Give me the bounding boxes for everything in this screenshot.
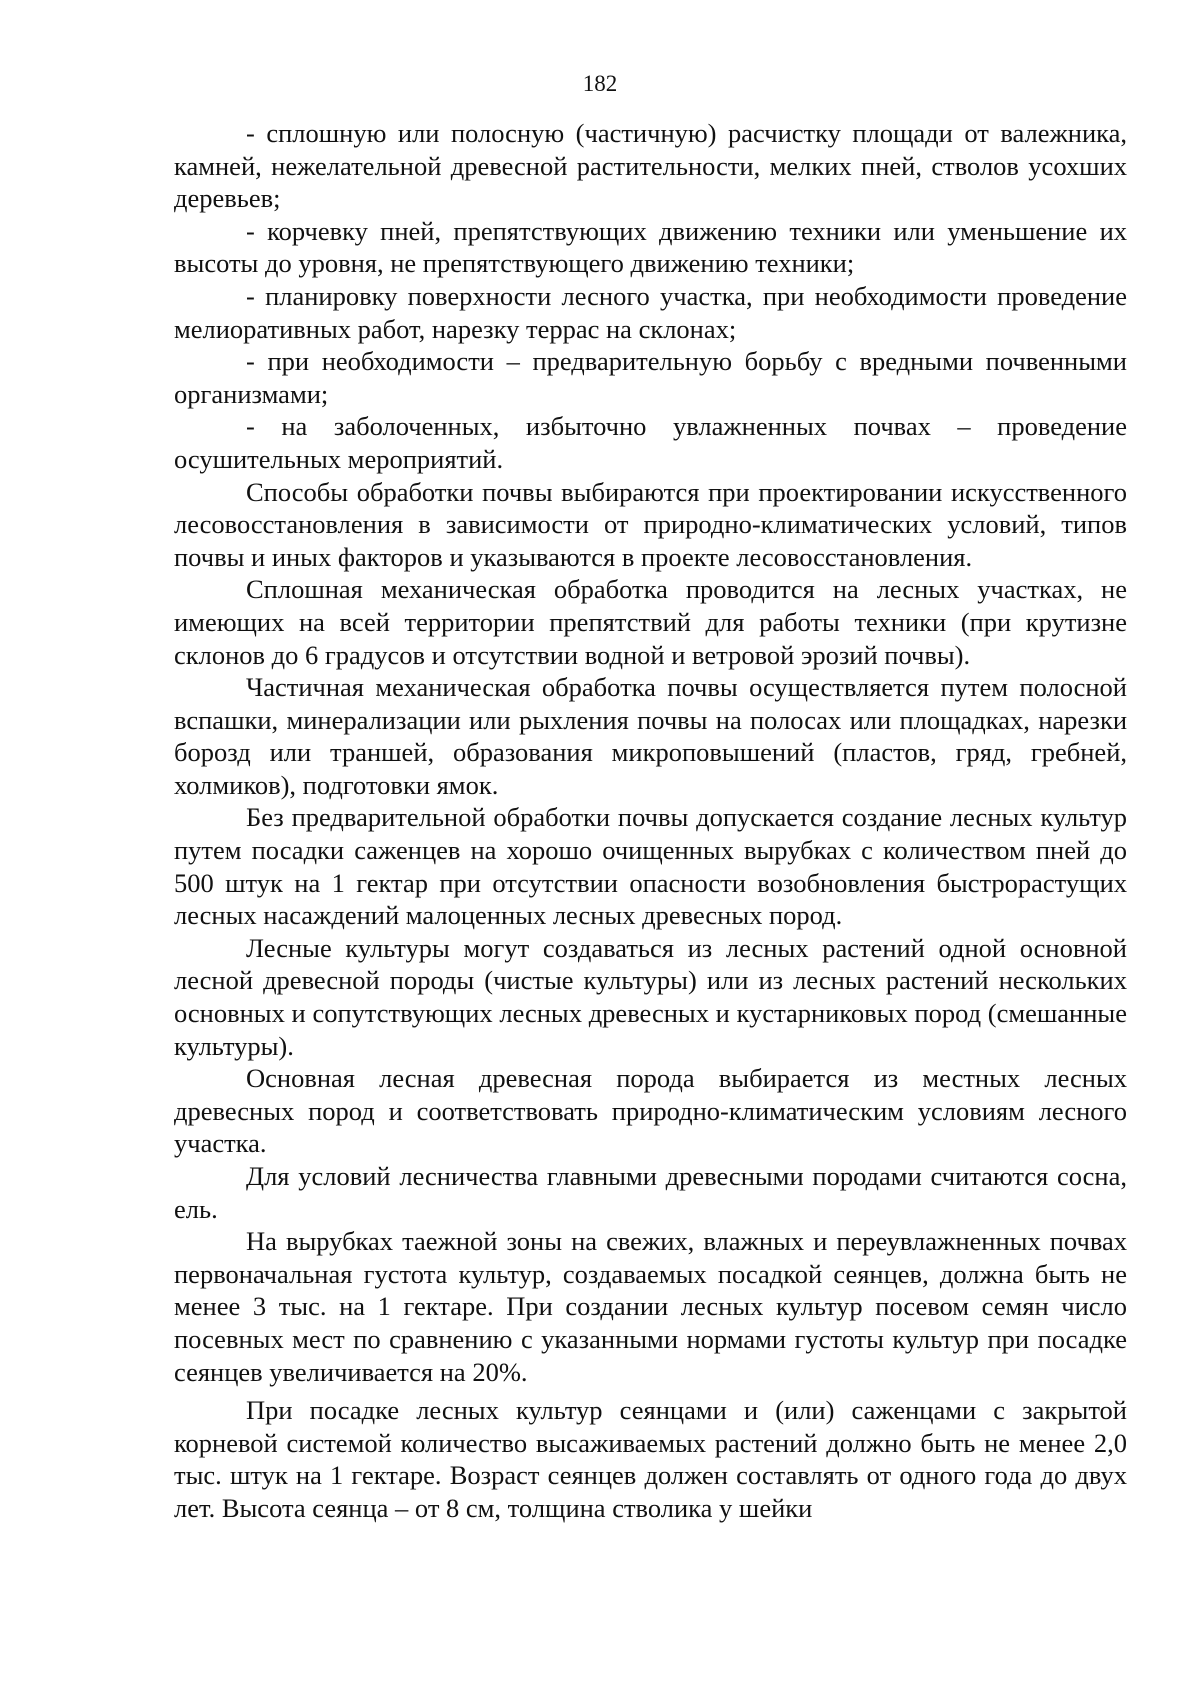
- body-text: [174, 117, 1127, 1525]
- paragraph-forestry-species: Для условий лесничества главными древесными породами считаются сосна, ель.: [174, 1161, 1127, 1224]
- paragraph-no-tillage: Без предварительной обработки почвы допускается создание лесных культур путем посадки саженцев на хорошо очищенных вырубках с количеством пней до 500 штук на 1 гектар при отсутствии опасности возобновления быстрорастущих лесных насаждений малоценных лесных древесных пород.: [174, 802, 1127, 931]
- paragraph-culture-types: Лесные культуры могут создаваться из лесных растений одной основной лесной древесной породы (чистые культуры) или из лесных растений нескольких основных и сопутствующих лесных древесных и кустарниковых пород (смешанные культуры).: [174, 932, 1127, 1061]
- paragraph-tillage-methods: Способы обработки почвы выбираются при проектировании искусственного лесовосстановления в зависимости от природно-климатических условий, типов почвы и иных факторов и указываются в проекте лесовосстановления.: [174, 476, 1127, 572]
- paragraph-closed-root-planting: При посадке лесных культур сеянцами и (или) саженцами с закрытой корневой системой количество высаживаемых растений должно быть не менее 2,0 тыс. штук на 1 гектаре. Возраст сеянцев должен составлять от одного года до двух лет. Высота сеянца – от 8 см, толщина стволика у шейки: [174, 1395, 1127, 1523]
- paragraph-pest-control: - при необходимости – предварительную борьбу с вредными почвенными организмами;: [174, 346, 1127, 409]
- paragraph-clearing: - сплошную или полосную (частичную) расчистку площади от валежника, камней, нежелательной древесной растительности, мелких пней, стволов усохших деревьев;: [174, 118, 1127, 214]
- paragraph-partial-tillage: Частичная механическая обработка почвы осуществляется путем полосной вспашки, минерализации или рыхления почвы на полосах или площадках, нарезки борозд или траншей, образования микроповышений (пластов, гряд, гребней, холмиков), подготовки ямок.: [174, 672, 1127, 800]
- paragraph-full-tillage: Сплошная механическая обработка проводится на лесных участках, не имеющих на всей территории препятствий для работы техники (при крутизне склонов до 6 градусов и отсутствии водной и ветровой эрозий почвы).: [174, 574, 1127, 670]
- paragraph-surface-leveling: - планировку поверхности лесного участка, при необходимости проведение мелиоративных работ, нарезку террас на склонах;: [174, 280, 1127, 344]
- page-number: 182: [582, 71, 618, 96]
- paragraph-drainage: - на заболоченных, избыточно увлажненных почвах – проведение осушительных мероприятий.: [174, 411, 1127, 474]
- paragraph-planting-density: На вырубках таежной зоны на свежих, влажных и переувлажненных почвах первоначальная густота культур, создаваемых посадкой сеянцев, должна быть не менее 3 тыс. на 1 гектаре. При создании лесных культур посевом семян число посевных мест по сравнению с указанными нормами густоты культур при посадке сеянцев увеличивается на 20%.: [174, 1226, 1127, 1387]
- paragraph-main-species: Основная лесная древесная порода выбирается из местных лесных древесных пород и соответствовать природно-климатическим условиям лесного участка.: [174, 1063, 1127, 1159]
- paragraph-stump-removal: - корчевку пней, препятствующих движению техники или уменьшение их высоты до уровня, не препятствующего движению техники;: [174, 215, 1127, 279]
